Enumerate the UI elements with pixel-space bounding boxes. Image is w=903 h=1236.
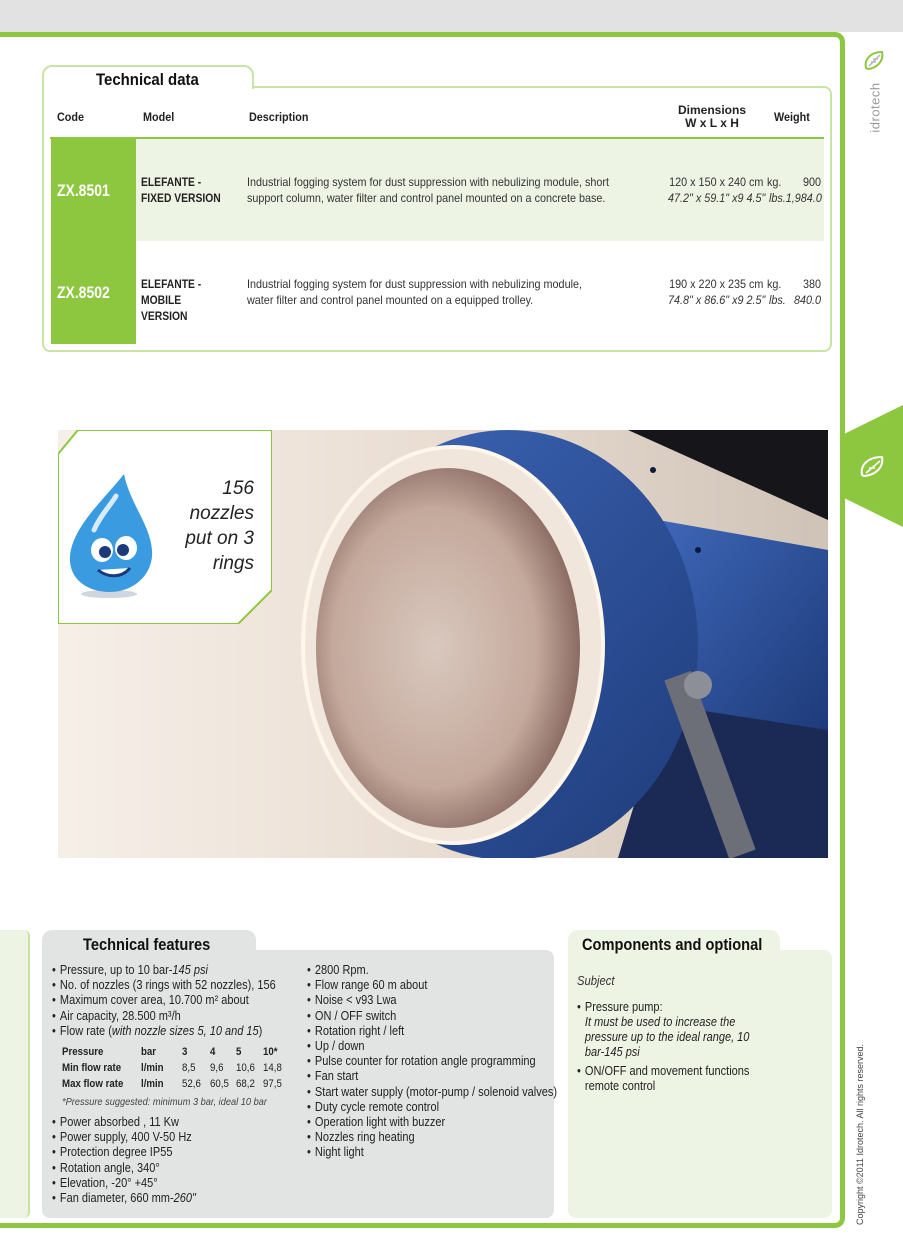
previous-panel-edge (0, 930, 30, 1218)
list-item: • Fan start (307, 1069, 557, 1084)
header-description: Description (249, 110, 309, 124)
product-model: ELEFANTE - MOBILE VERSION (141, 277, 202, 323)
header-model: Model (143, 110, 175, 124)
product-dimensions-weight: 190 x 220 x 235 cm kg. 380 74.8" x 86.6" x9 2.5" lbs. 840.0 (668, 277, 821, 307)
header-dimensions-label: Dimensions (677, 103, 746, 117)
product-model: ELEFANTE - FIXED VERSION (141, 175, 221, 205)
brand-logo (860, 50, 890, 133)
list-item: • Pressure, up to 10 bar-145 psi (52, 963, 276, 978)
components-subject: Subject (577, 974, 615, 988)
list-item: • Elevation, -20° +45° (52, 1176, 196, 1191)
product-description: Industrial fogging system for dust suppression with nebulizing module, water filter and control panel mounted on a equipped trolley. (247, 277, 582, 307)
list-item: • Pressure pump: It must be used to increase the pressure up to the ideal range, 10 bar-145 psi (577, 1000, 753, 1060)
product-description: Industrial fogging system for dust suppression with nebulizing module, short support column, water filter and control panel mounted on a concrete base. (247, 175, 609, 205)
list-item: • Pulse counter for rotation angle programming (307, 1054, 557, 1069)
header-dimensions-units: W x L x H (685, 116, 739, 130)
components-title: Components and optional (582, 935, 763, 954)
technical-features-title: Technical features (83, 935, 211, 954)
list-item: • Nozzles ring heating (307, 1130, 557, 1145)
pressure-pump-detail: It must be used to increase the pressure up to the ideal range, 10 bar-145 psi (584, 1015, 750, 1059)
nozzles-callout-text: 156 nozzles put on 3 rings (185, 478, 254, 574)
water-drop-mascot-icon (64, 470, 160, 600)
list-item: • Rotation right / left (307, 1024, 557, 1039)
flow-table-note: *Pressure suggested: minimum 3 bar, ideal 10 bar (62, 1096, 267, 1108)
list-item: • Air capacity, 28.500 m³/h (52, 1009, 276, 1024)
header-code: Code (57, 110, 84, 124)
features-list-bottom (52, 1115, 216, 1206)
table-row: Min flow rate l/min 8,5 9,6 10,6 14,8 (62, 1062, 282, 1074)
list-item: • Up / down (307, 1039, 557, 1054)
features-list-right (307, 963, 591, 1161)
table-row (51, 241, 824, 344)
brand-name: idrotech (867, 82, 883, 133)
list-item: • ON / OFF switch (307, 1009, 557, 1024)
list-item: • Noise < v93 Lwa (307, 993, 557, 1008)
list-item: • Start water supply (motor-pump / solenoid valves) (307, 1085, 557, 1100)
list-item: • Power supply, 400 V-50 Hz (52, 1130, 196, 1145)
copyright-notice: Copyright ©2011 Idrotech. All rights reserved. (855, 1043, 865, 1225)
leaf-logo-icon (862, 50, 886, 72)
technical-data-title: Technical data (96, 70, 199, 89)
right-margin-strip (845, 32, 903, 1236)
list-item: • No. of nozzles (3 rings with 52 nozzles), 156 (52, 978, 276, 993)
product-code: ZX.8502 (51, 241, 136, 344)
list-item: • Flow rate (with nozzle sizes 5, 10 and 15) (52, 1024, 276, 1039)
list-item: • 2800 Rpm. (307, 963, 557, 978)
list-item: • Power absorbed , 11 Kw (52, 1115, 196, 1130)
features-list-top (52, 963, 306, 1039)
table-row (51, 139, 824, 242)
list-item: • Night light (307, 1145, 557, 1160)
table-row: Pressure bar 3 4 5 10* (62, 1046, 278, 1058)
side-section-tab[interactable] (842, 405, 903, 527)
table-row: Max flow rate l/min 52,6 60,5 68,2 97,5 (62, 1078, 282, 1090)
list-item: • Operation light with buzzer (307, 1115, 557, 1130)
product-code: ZX.8501 (51, 139, 136, 242)
product-dimensions-weight: 120 x 150 x 240 cm kg. 900 47.2" x 59.1" x9 4.5" lbs. 1,984.0 (668, 175, 822, 205)
list-item: • Protection degree IP55 (52, 1145, 196, 1160)
list-item: • Maximum cover area, 10.700 m² about (52, 993, 276, 1008)
list-item: • Rotation angle, 340° (52, 1161, 196, 1176)
list-item: • Flow range 60 m about (307, 978, 557, 993)
header-weight: Weight (774, 110, 810, 124)
list-item: • ON/OFF and movement functions remote control (577, 1064, 753, 1094)
flow-rate-table (62, 1044, 293, 1092)
list-item: • Fan diameter, 660 mm-260" (52, 1191, 196, 1206)
list-item: • Duty cycle remote control (307, 1100, 557, 1115)
header-dimensions (672, 104, 752, 130)
viewer-top-bar (0, 0, 903, 32)
components-list (577, 1000, 777, 1098)
